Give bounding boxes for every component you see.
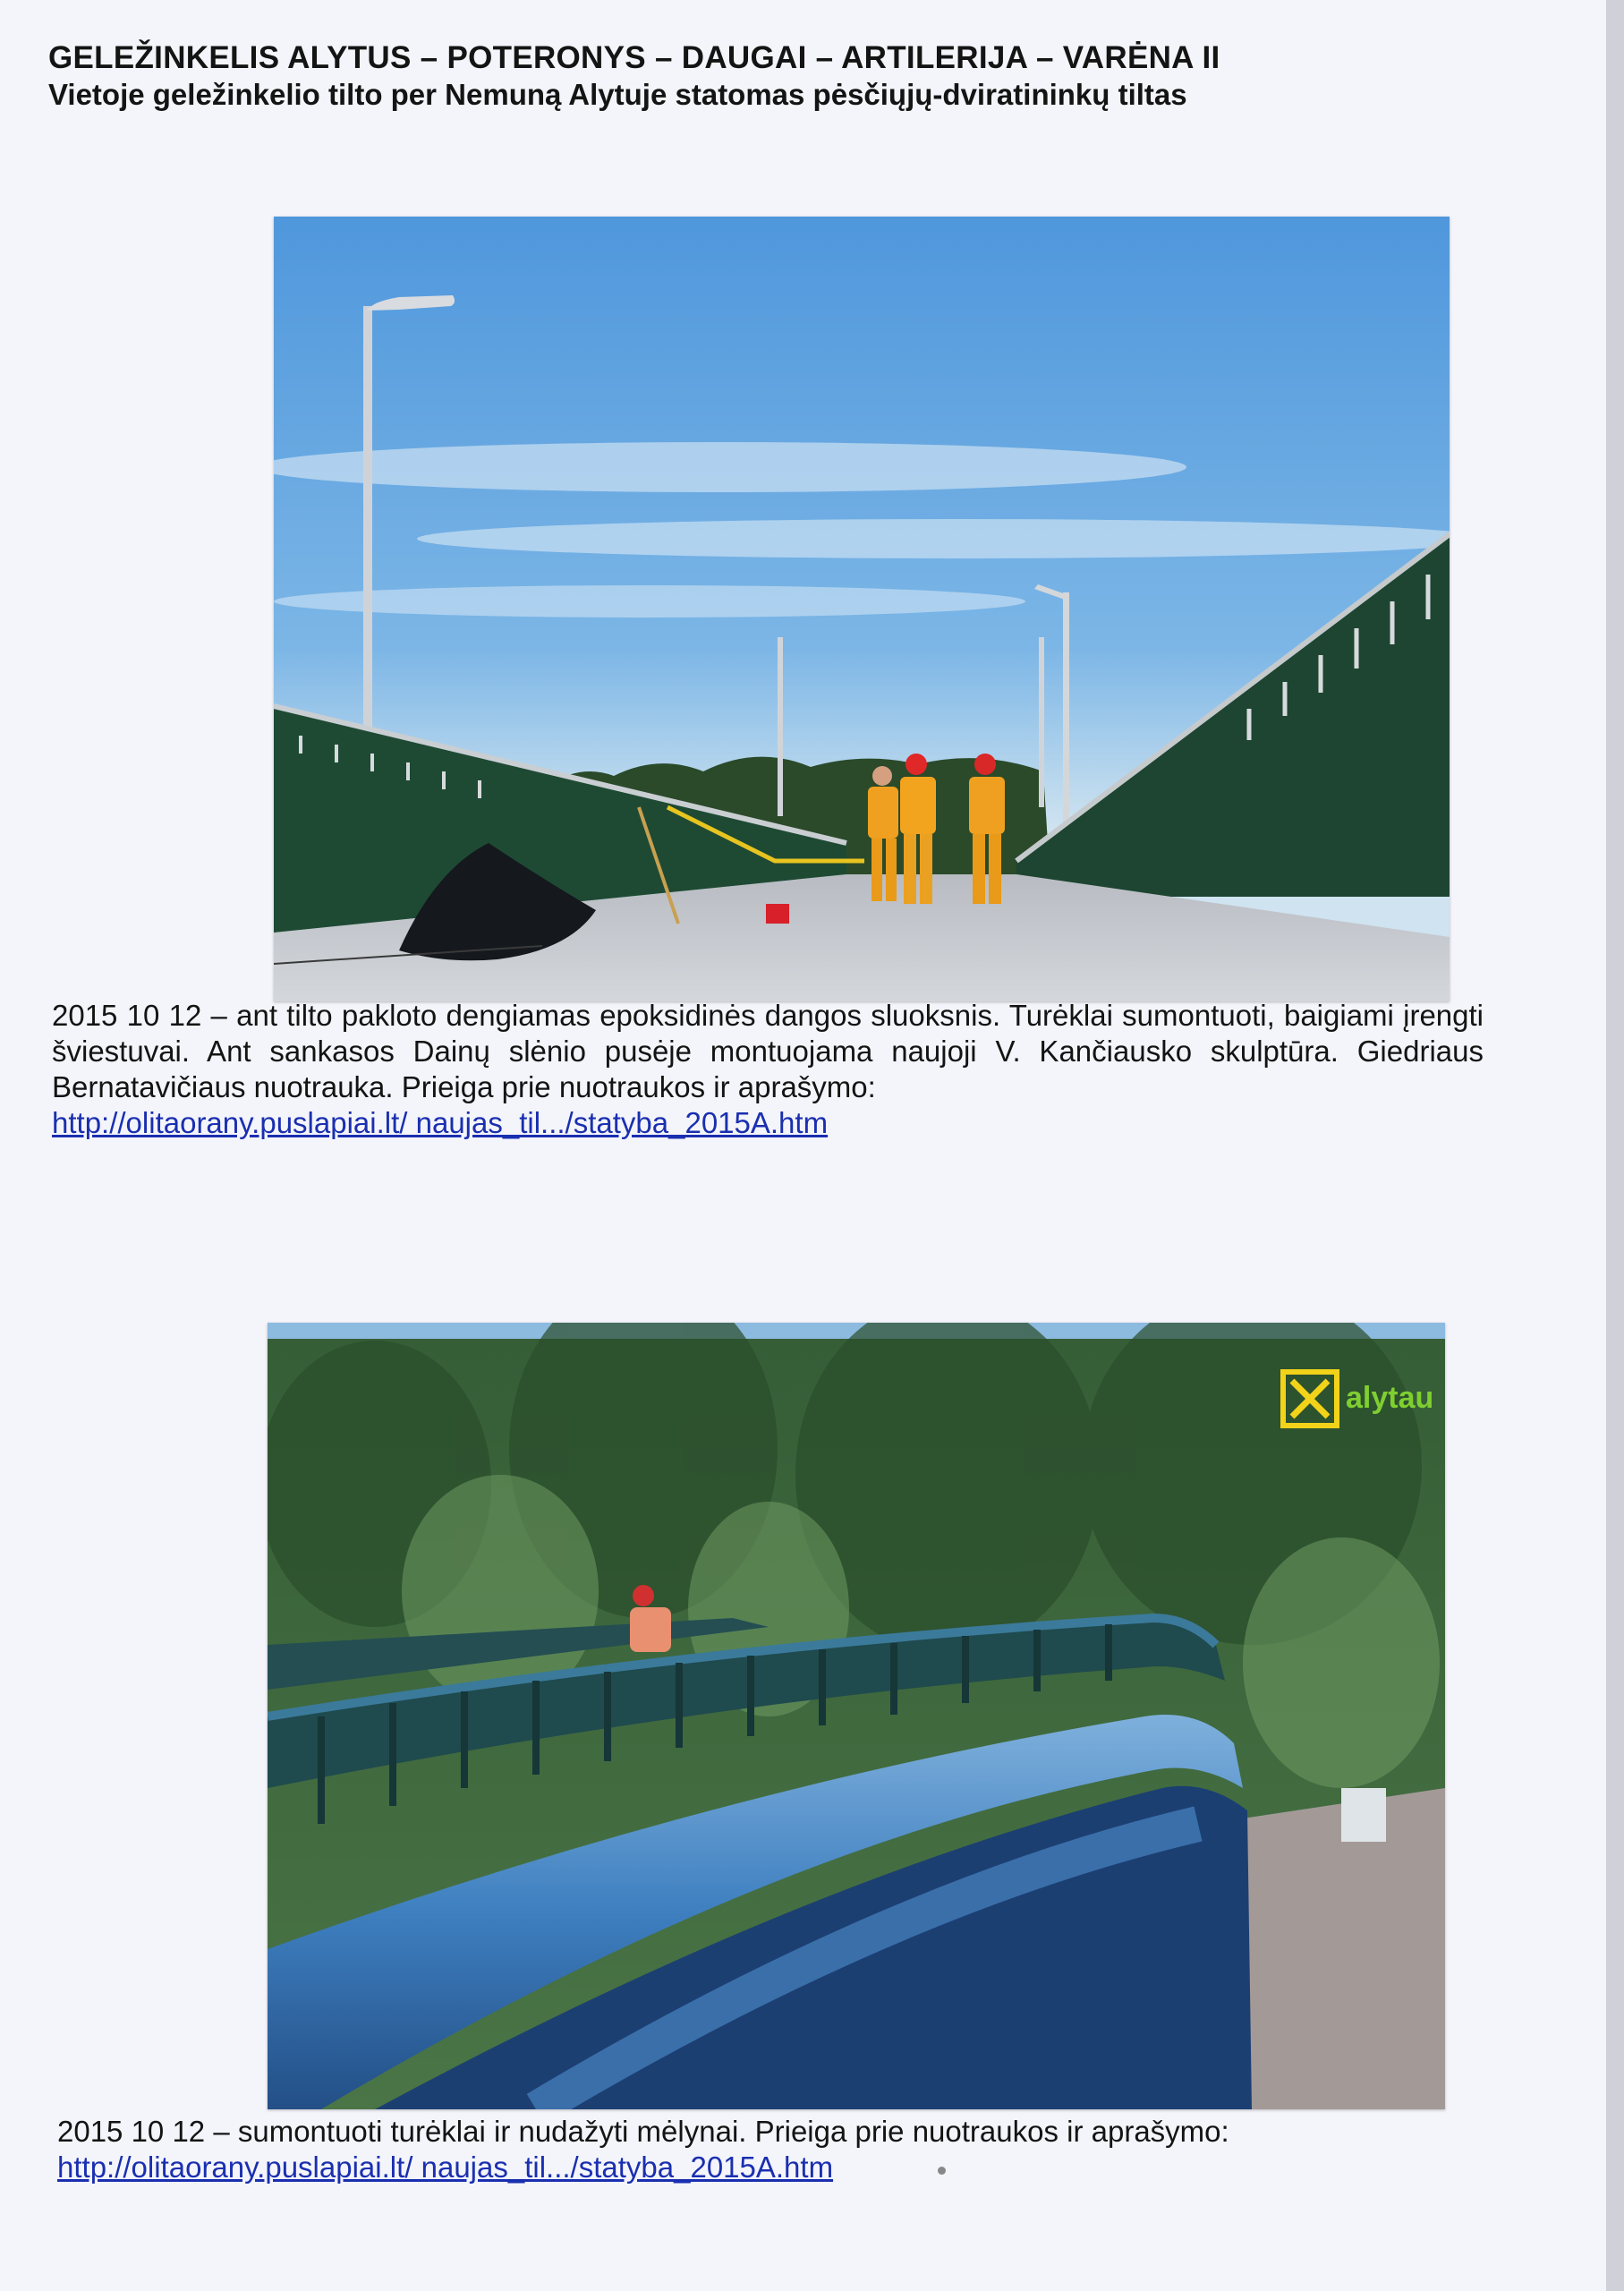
page-title: GELEŽINKELIS ALYTUS – POTERONYS – DAUGAI – ARTILERIJA – VARĖNA II	[48, 40, 1220, 75]
watermark-text: alytau	[1346, 1381, 1434, 1415]
photo-1-source-link[interactable]: http://olitaorany.puslapiai.lt/ naujas_til.../statyba_2015A.htm	[52, 1106, 829, 1139]
photo-1-caption-text: 2015 10 12 – ant tilto pakloto dengiamas epoksidinės dangos sluoksnis. Turėklai sumontuoti, baigiami įrengti šviestuvai. Ant sankasos Dainų slėnio pusėje montuojama naujoji V. Kančiausko skulptūra. Giedriaus Bernatavičiaus nuotrauka. Prieiga prie nuotraukos ir aprašymo:	[52, 999, 1484, 1103]
photo-2-source-link[interactable]: http://olitaorany.puslapiai.lt/ naujas_til.../statyba_2015A.htm	[57, 2150, 834, 2184]
photo-2-caption	[57, 2114, 1543, 2185]
page-header	[48, 39, 1569, 113]
photo-bridge-blue-railing	[268, 1323, 1445, 2109]
scan-dot	[938, 2167, 946, 2175]
photo-bridge-deck-workers	[274, 217, 1450, 1001]
photo-2-caption-text: 2015 10 12 – sumontuoti turėklai ir nudažyti mėlynai. Prieiga prie nuotraukos ir aprašymo:	[57, 2115, 1229, 2148]
photo-1-caption	[52, 998, 1484, 1141]
page-edge	[1606, 0, 1624, 2291]
page-subtitle: Vietoje geležinkelio tilto per Nemuną Alytuje statomas pėsčiųjų-dviratininkų tiltas	[48, 78, 1187, 111]
